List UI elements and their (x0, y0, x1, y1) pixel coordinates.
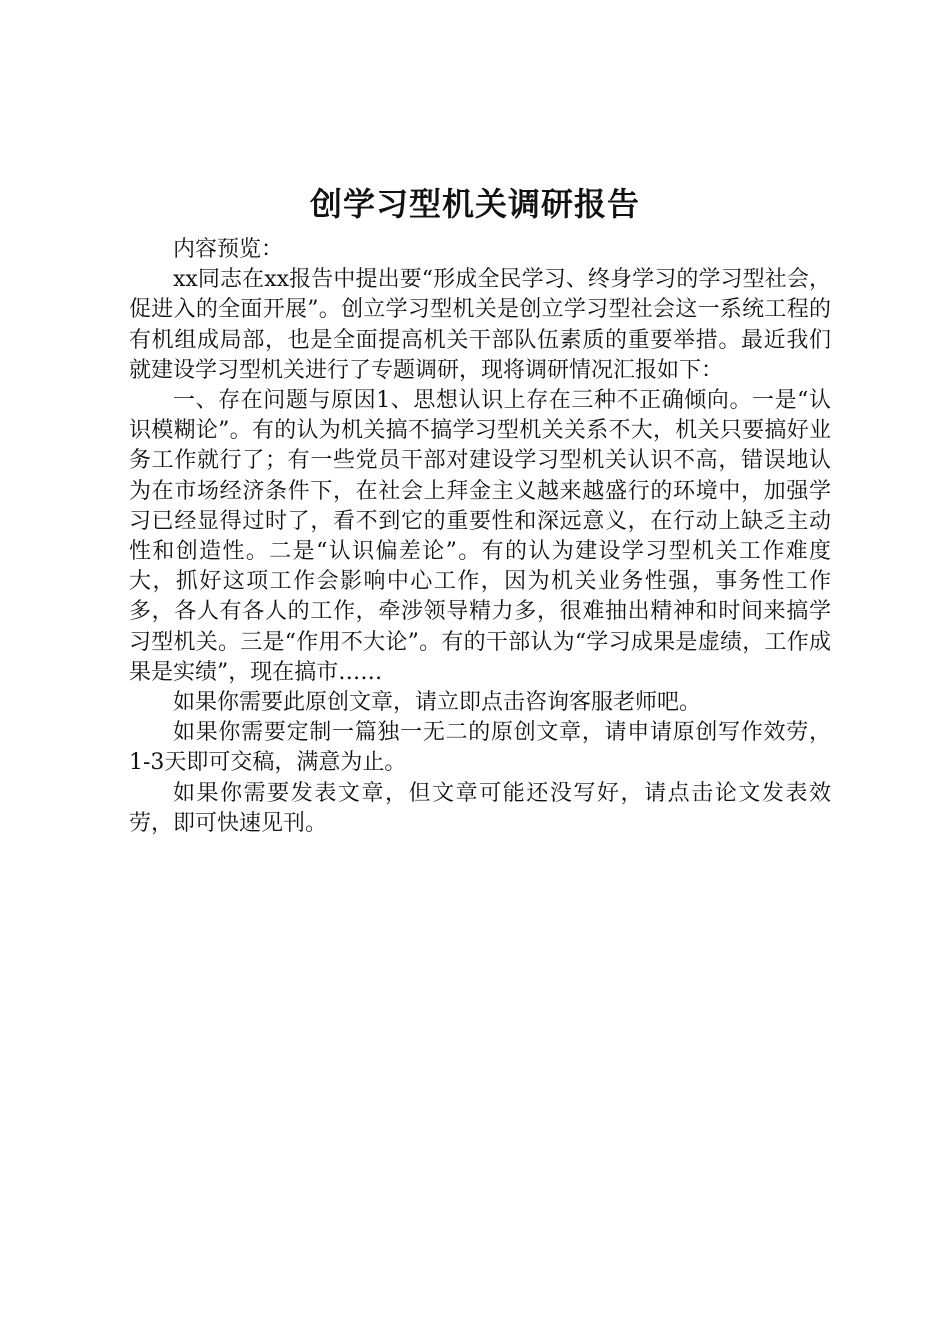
document-title: 创学习型机关调研报告 (309, 185, 640, 223)
document-body (129, 235, 831, 839)
paragraph-custom-writing: 如果你需要定制一篇独一无二的原创文章，请申请原创写作效劳，1-3天即可交稿，满意为止。 (129, 720, 831, 776)
paragraph-publishing: 如果你需要发表文章，但文章可能还没写好，请点击论文发表效劳，即可快速见刊。 (129, 780, 831, 836)
paragraph-intro: xx同志在xx报告中提出要“形成全民学习、终身学习的学习型社会，促进入的全面开展”。创立学习型机关是创立学习型社会这一系统工程的有机组成局部，也是全面提高机关干部队伍素质的重要举措。最近我们就建设学习型机关进行了专题调研，现将调研情况汇报如下： (129, 267, 831, 383)
paragraph-problems: 一、存在问题与原因1、思想认识上存在三种不正确倾向。一是“认识模糊论”。有的认为机关搞不搞学习型机关关系不大，机关只要搞好业务工作就行了；有一些党员干部对建设学习型机关认识不高，错误地认为在市场经济条件下，在社会上拜金主义越来越盛行的环境中，加强学习已经显得过时了，看不到它的重要性和深远意义，在行动上缺乏主动性和创造性。二是“认识偏差论”。有的认为建设学习型机关工作难度大，抓好这项工作会影响中心工作，因为机关业务性强，事务性工作多，各人有各人的工作，牵涉领导精力多，很难抽出精神和时间来搞学习型机关。三是“作用不大论”。有的干部认为“学习成果是虚绩，工作成果是实绩”，现在搞市…… (129, 388, 831, 685)
preview-label: 内容预览： (173, 237, 284, 262)
paragraph-consult-prompt: 如果你需要此原创文章，请立即点击咨询客服老师吧。 (173, 690, 702, 716)
